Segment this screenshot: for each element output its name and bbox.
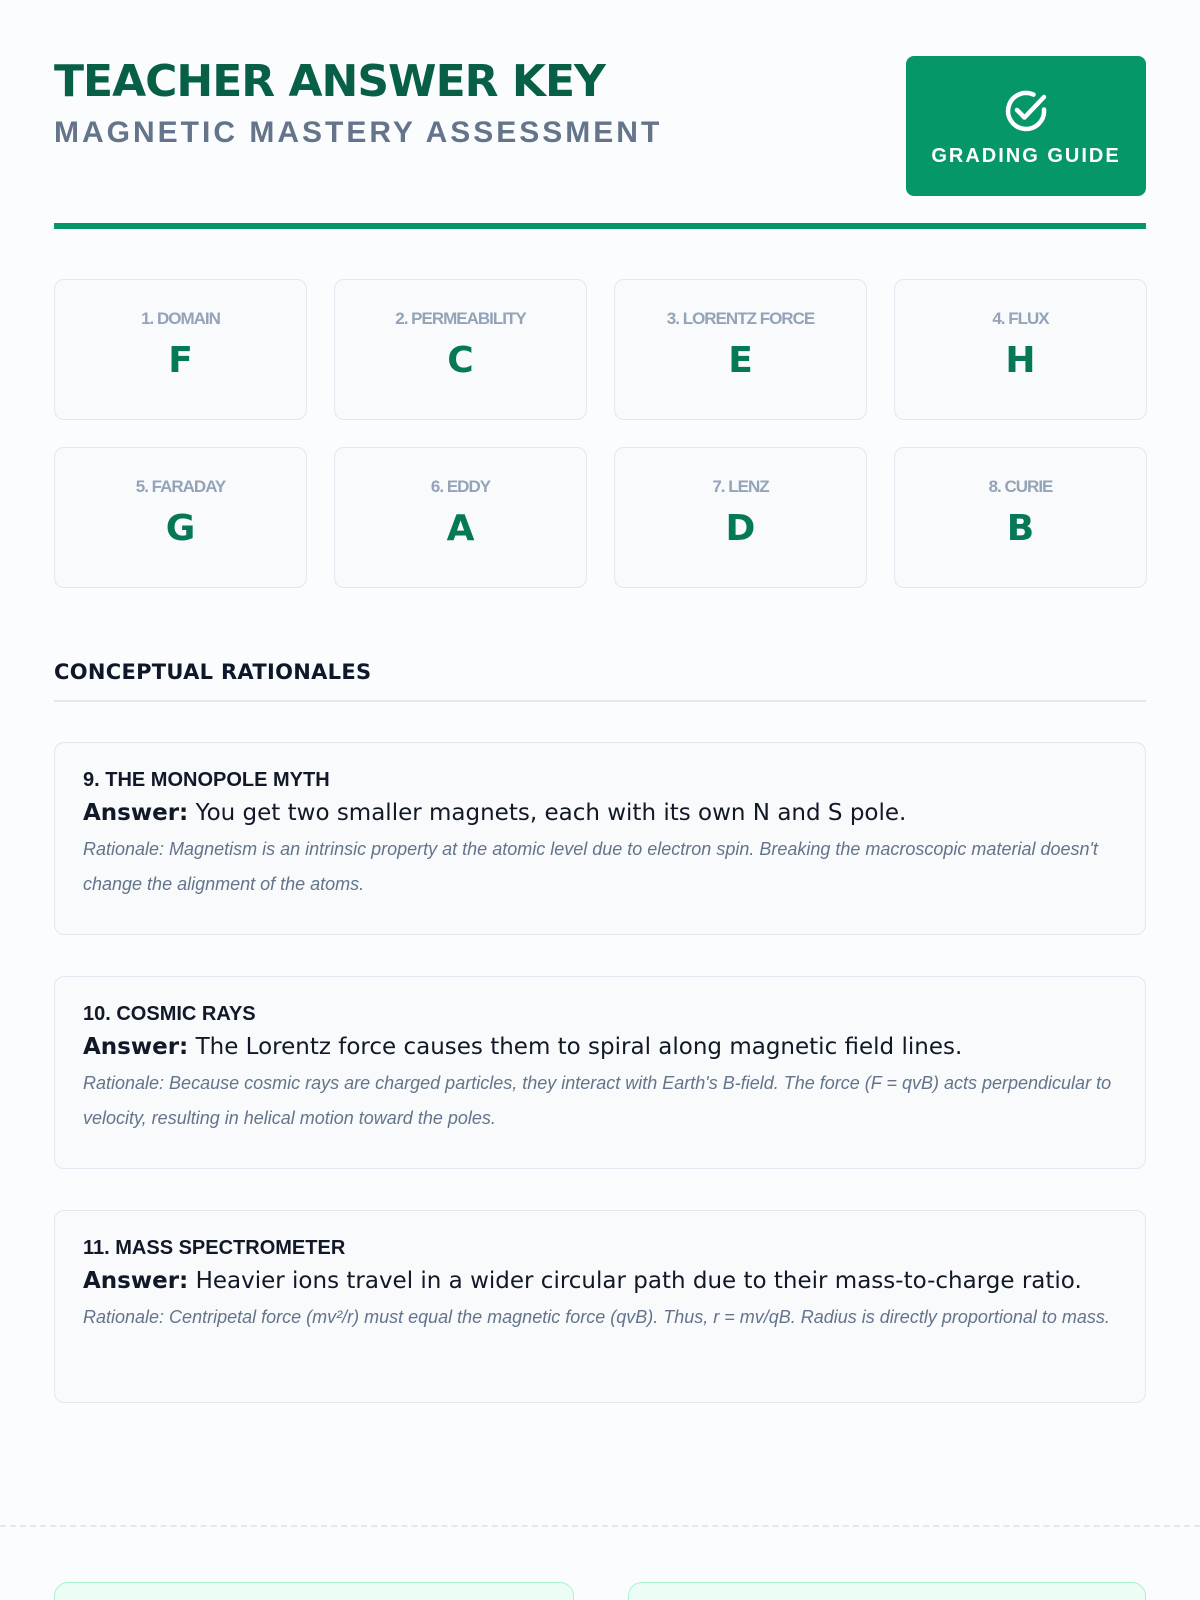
answer-letter: H [1005,340,1036,381]
question-label: 7. LENZ [712,477,769,496]
page-subtitle: MAGNETIC MASTERY ASSESSMENT [54,116,663,149]
rationale-card [54,742,1146,935]
answer-letter: D [725,508,756,549]
rationale-title: 10. COSMIC RAYS [83,1003,256,1025]
grading-guide-label: GRADING GUIDE [931,144,1121,167]
answer-card [334,447,587,588]
rationale-text: Rationale: Centripetal force (mv²/r) must equal the magnetic force (qvB). Thus, r = mv/qB. Radius is directly proportional to mass. [83,1307,1110,1327]
section-heading: CONCEPTUAL RATIONALES [54,660,372,684]
answer-letter: A [446,508,475,549]
answer-letter: C [447,340,474,381]
question-label: 2. PERMEABILITY [395,309,526,328]
answer-label: Answer: [83,1268,189,1294]
answer-grid [54,279,1146,588]
answer-card [614,279,867,420]
question-label: 4. FLUX [992,309,1049,328]
answer-text: The Lorentz force causes them to spiral along magnetic field lines. [195,1034,963,1060]
rationale-text: Rationale: Magnetism is an intrinsic property at the atomic level due to electron spin. Breaking the macroscopic material doesn't change the alignment of the atoms. [83,839,1098,894]
grading-guide-badge [906,56,1146,196]
rationale-answer [83,800,1117,826]
rationale-title: 11. MASS SPECTROMETER [83,1237,346,1259]
question-label: 6. EDDY [430,477,491,496]
answer-label: Answer: [83,1034,189,1060]
answer-card [894,447,1147,588]
answer-card [54,279,307,420]
answer-letter: B [1006,508,1035,549]
header [54,56,1146,226]
answer-letter: G [165,508,196,549]
header-divider [54,223,1146,229]
rationale-title: 9. THE MONOPOLE MYTH [83,769,330,791]
answer-card [334,279,587,420]
answer-card [894,279,1147,420]
question-label: 8. CURIE [988,477,1053,496]
answer-letter: E [728,340,753,381]
answer-card [54,447,307,588]
question-label: 1. DOMAIN [141,309,220,328]
footer-panel-right [628,1582,1146,1600]
page-title: TEACHER ANSWER KEY [54,56,605,107]
question-label: 5. FARADAY [135,477,226,496]
rationale-card [54,976,1146,1169]
footer-panel-left [54,1582,574,1600]
check-circle-icon [1000,85,1052,137]
answer-text: You get two smaller magnets, each with its own N and S pole. [195,800,907,826]
answer-card [614,447,867,588]
answer-label: Answer: [83,800,189,826]
cut-line-divider [0,1525,1200,1527]
rationale-answer [83,1034,1117,1060]
section-divider [54,700,1146,702]
answer-text: Heavier ions travel in a wider circular path due to their mass-to-charge ratio. [195,1268,1082,1294]
rationale-text: Rationale: Because cosmic rays are charged particles, they interact with Earth's B-field. The force (F = qvB) acts perpendicular to velocity, resulting in helical motion toward the poles. [83,1073,1112,1128]
rationale-answer [83,1268,1117,1294]
answer-letter: F [168,340,193,381]
rationale-card [54,1210,1146,1403]
question-label: 3. LORENTZ FORCE [666,309,815,328]
